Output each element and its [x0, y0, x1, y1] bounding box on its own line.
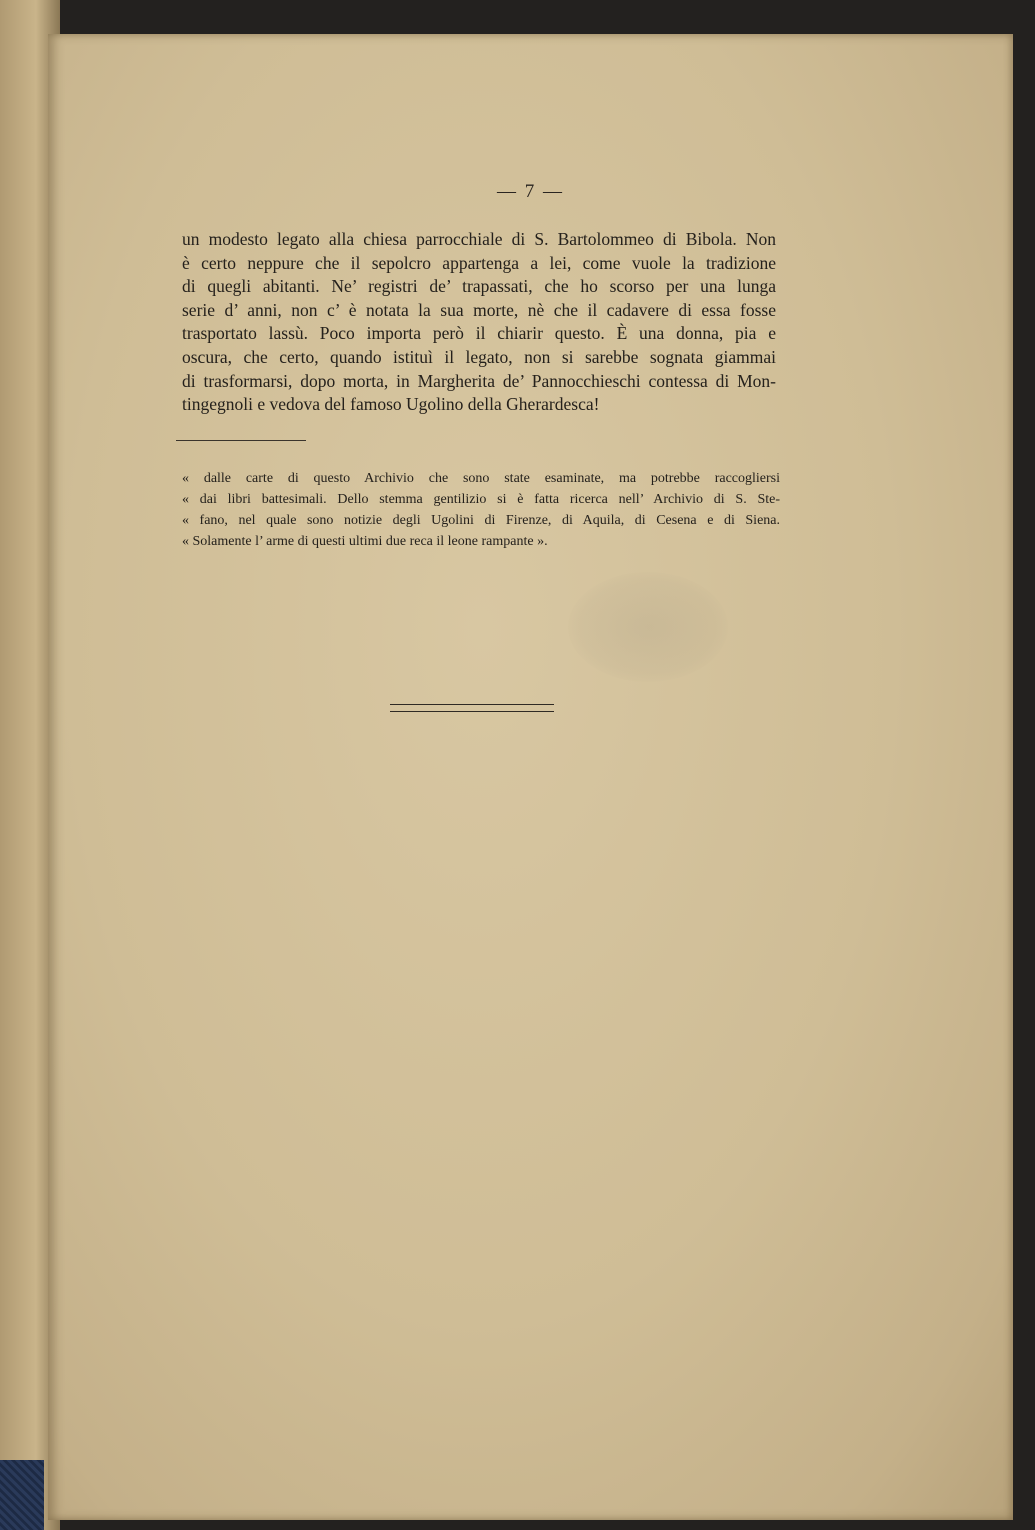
- body-line: di trasformarsi, dopo morta, in Margherita de’ Pannocchieschi contessa di Mon-: [182, 370, 776, 391]
- page-number: — 7 —: [497, 181, 564, 202]
- end-of-text-rule: [390, 704, 554, 712]
- footnote-line: « fano, nel quale sono notizie degli Ugolini di Firenze, di Aquila, di Cesena e di Siena.: [182, 513, 780, 528]
- body-line: è certo neppure che il sepolcro appartenga a lei, come vuole la tradizione: [182, 252, 776, 273]
- body-line: oscura, che certo, quando istituì il legato, non si sarebbe sognata giammai: [182, 346, 776, 367]
- body-line: di quegli abitanti. Ne’ registri de’ trapassati, che ho scorso per una lunga: [182, 276, 776, 297]
- book-page: [48, 34, 1013, 1520]
- footnote-line: « dalle carte di questo Archivio che sono state esaminate, ma potrebbe raccogliersi: [182, 471, 780, 486]
- body-line: un modesto legato alla chiesa parrocchiale di S. Bartolommeo di Bibola. Non: [182, 229, 776, 249]
- body-paragraph: [182, 228, 776, 417]
- footnote-separator: [176, 440, 306, 441]
- body-line: trasportato lassù. Poco importa però il chiarir questo. È una donna, pia e: [182, 323, 776, 344]
- body-line: tingegnoli e vedova del famoso Ugolino della Gherardesca!: [182, 394, 600, 415]
- faded-library-stamp: [568, 572, 728, 682]
- footnote: [182, 468, 780, 552]
- footnote-line: « dai libri battesimali. Dello stemma gentilizio si è fatta ricerca nell’ Archivio di S. Ste-: [182, 492, 780, 507]
- body-line: serie d’ anni, non c’ è notata la sua morte, nè che il cadavere di essa fosse: [182, 299, 776, 320]
- footnote-line: « Solamente l’ arme di questi ultimi due reca il leone rampante ».: [182, 534, 548, 549]
- book-binding: [0, 1460, 44, 1530]
